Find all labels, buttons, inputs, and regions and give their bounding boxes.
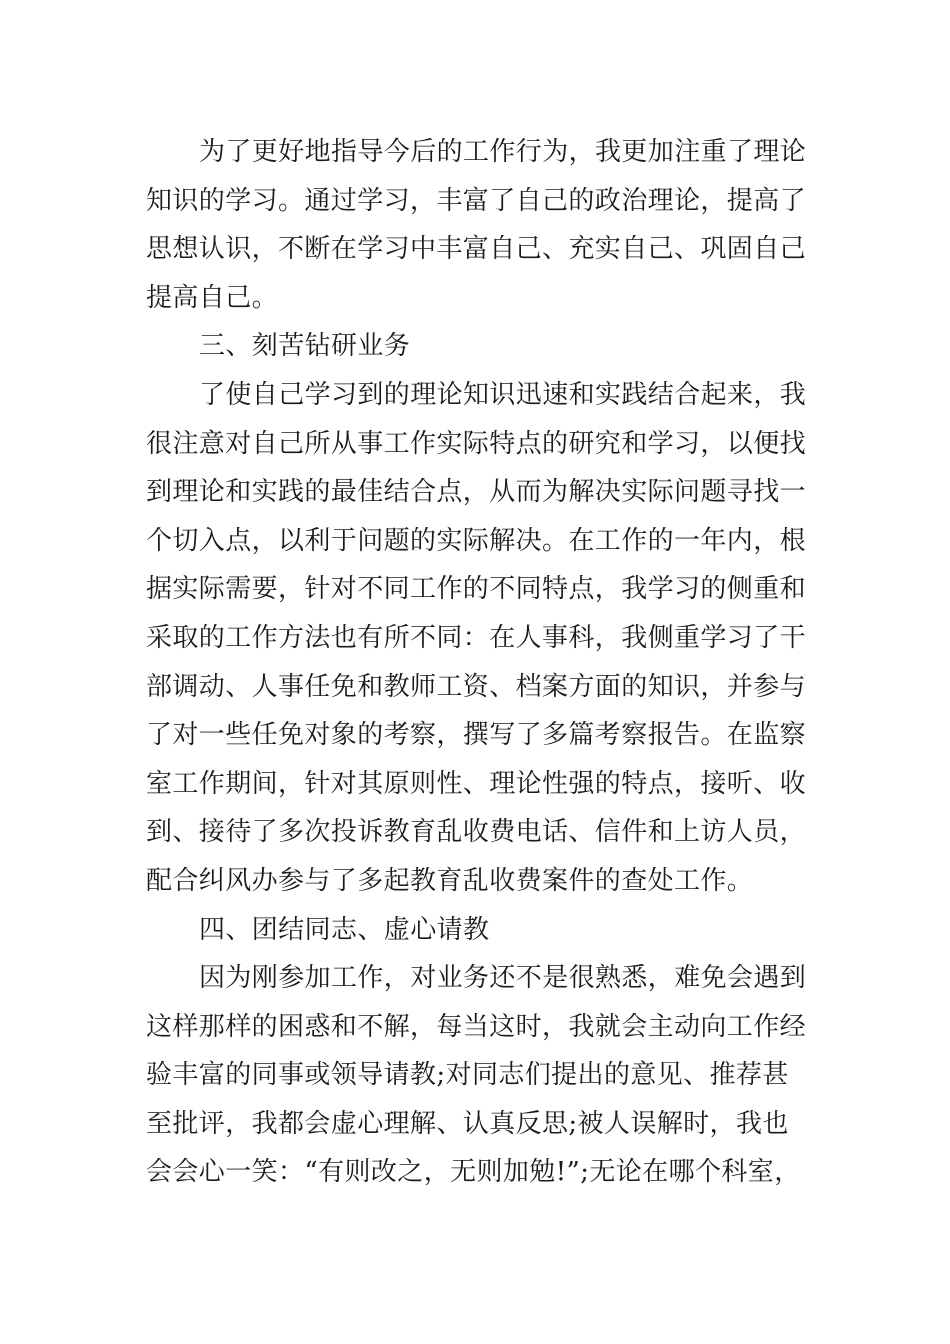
paragraph-line: 部调动、人事任免和教师工资、档案方面的知识，并参与 [146, 671, 807, 702]
paragraph-line: 思想认识，不断在学习中丰富自己、充实自己、巩固自己 [146, 234, 807, 265]
paragraph-3 [146, 954, 806, 1197]
paragraph-line: 采取的工作方法也有所不同：在人事科，我侧重学习了干 [146, 622, 807, 653]
paragraph-line: 到、接待了多次投诉教育乱收费电话、信件和上访人员， [146, 817, 807, 848]
paragraph-line: 室工作期间，针对其原则性、理论性强的特点，接听、收 [146, 768, 807, 799]
paragraph-line: 个切入点，以利于问题的实际解决。在工作的一年内，根 [146, 525, 807, 556]
section-heading-3: 三、刻苦钻研业务 [199, 331, 411, 362]
section-heading-4: 四、团结同志、虚心请教 [199, 914, 490, 945]
paragraph-2 [146, 371, 806, 906]
paragraph-line: 这样那样的困惑和不解，每当这时，我就会主动向工作经 [146, 1011, 807, 1042]
paragraph-line: 为了更好地指导今后的工作行为，我更加注重了理论 [199, 137, 807, 167]
paragraph-line: 很注意对自己所从事工作实际特点的研究和学习，以便找 [146, 428, 807, 459]
paragraph-line: 到理论和实践的最佳结合点，从而为解决实际问题寻找一 [146, 477, 807, 508]
paragraph-line: 提高自己。 [146, 282, 279, 313]
paragraph-line: 因为刚参加工作，对业务还不是很熟悉，难免会遇到 [199, 963, 807, 994]
paragraph-line: 会会心一笑：“有则改之，无则加勉!”;无论在哪个科室， [146, 1157, 801, 1188]
paragraph-1 [146, 128, 806, 322]
paragraph-line: 了使自己学习到的理论知识迅速和实践结合起来，我 [199, 379, 807, 410]
paragraph-line: 验丰富的同事或领导请教;对同志们提出的意见、推荐甚 [146, 1060, 789, 1091]
paragraph-line: 知识的学习。通过学习，丰富了自己的政治理论，提高了 [146, 185, 807, 216]
paragraph-line: 了对一些任免对象的考察，撰写了多篇考察报告。在监察 [146, 720, 807, 751]
paragraph-line: 据实际需要，针对不同工作的不同特点，我学习的侧重和 [146, 574, 807, 605]
paragraph-line: 配合纠风办参与了多起教育乱收费案件的查处工作。 [146, 865, 754, 896]
paragraph-line: 至批评，我都会虚心理解、认真反思;被人误解时，我也 [146, 1108, 789, 1139]
document-body [146, 128, 806, 1197]
